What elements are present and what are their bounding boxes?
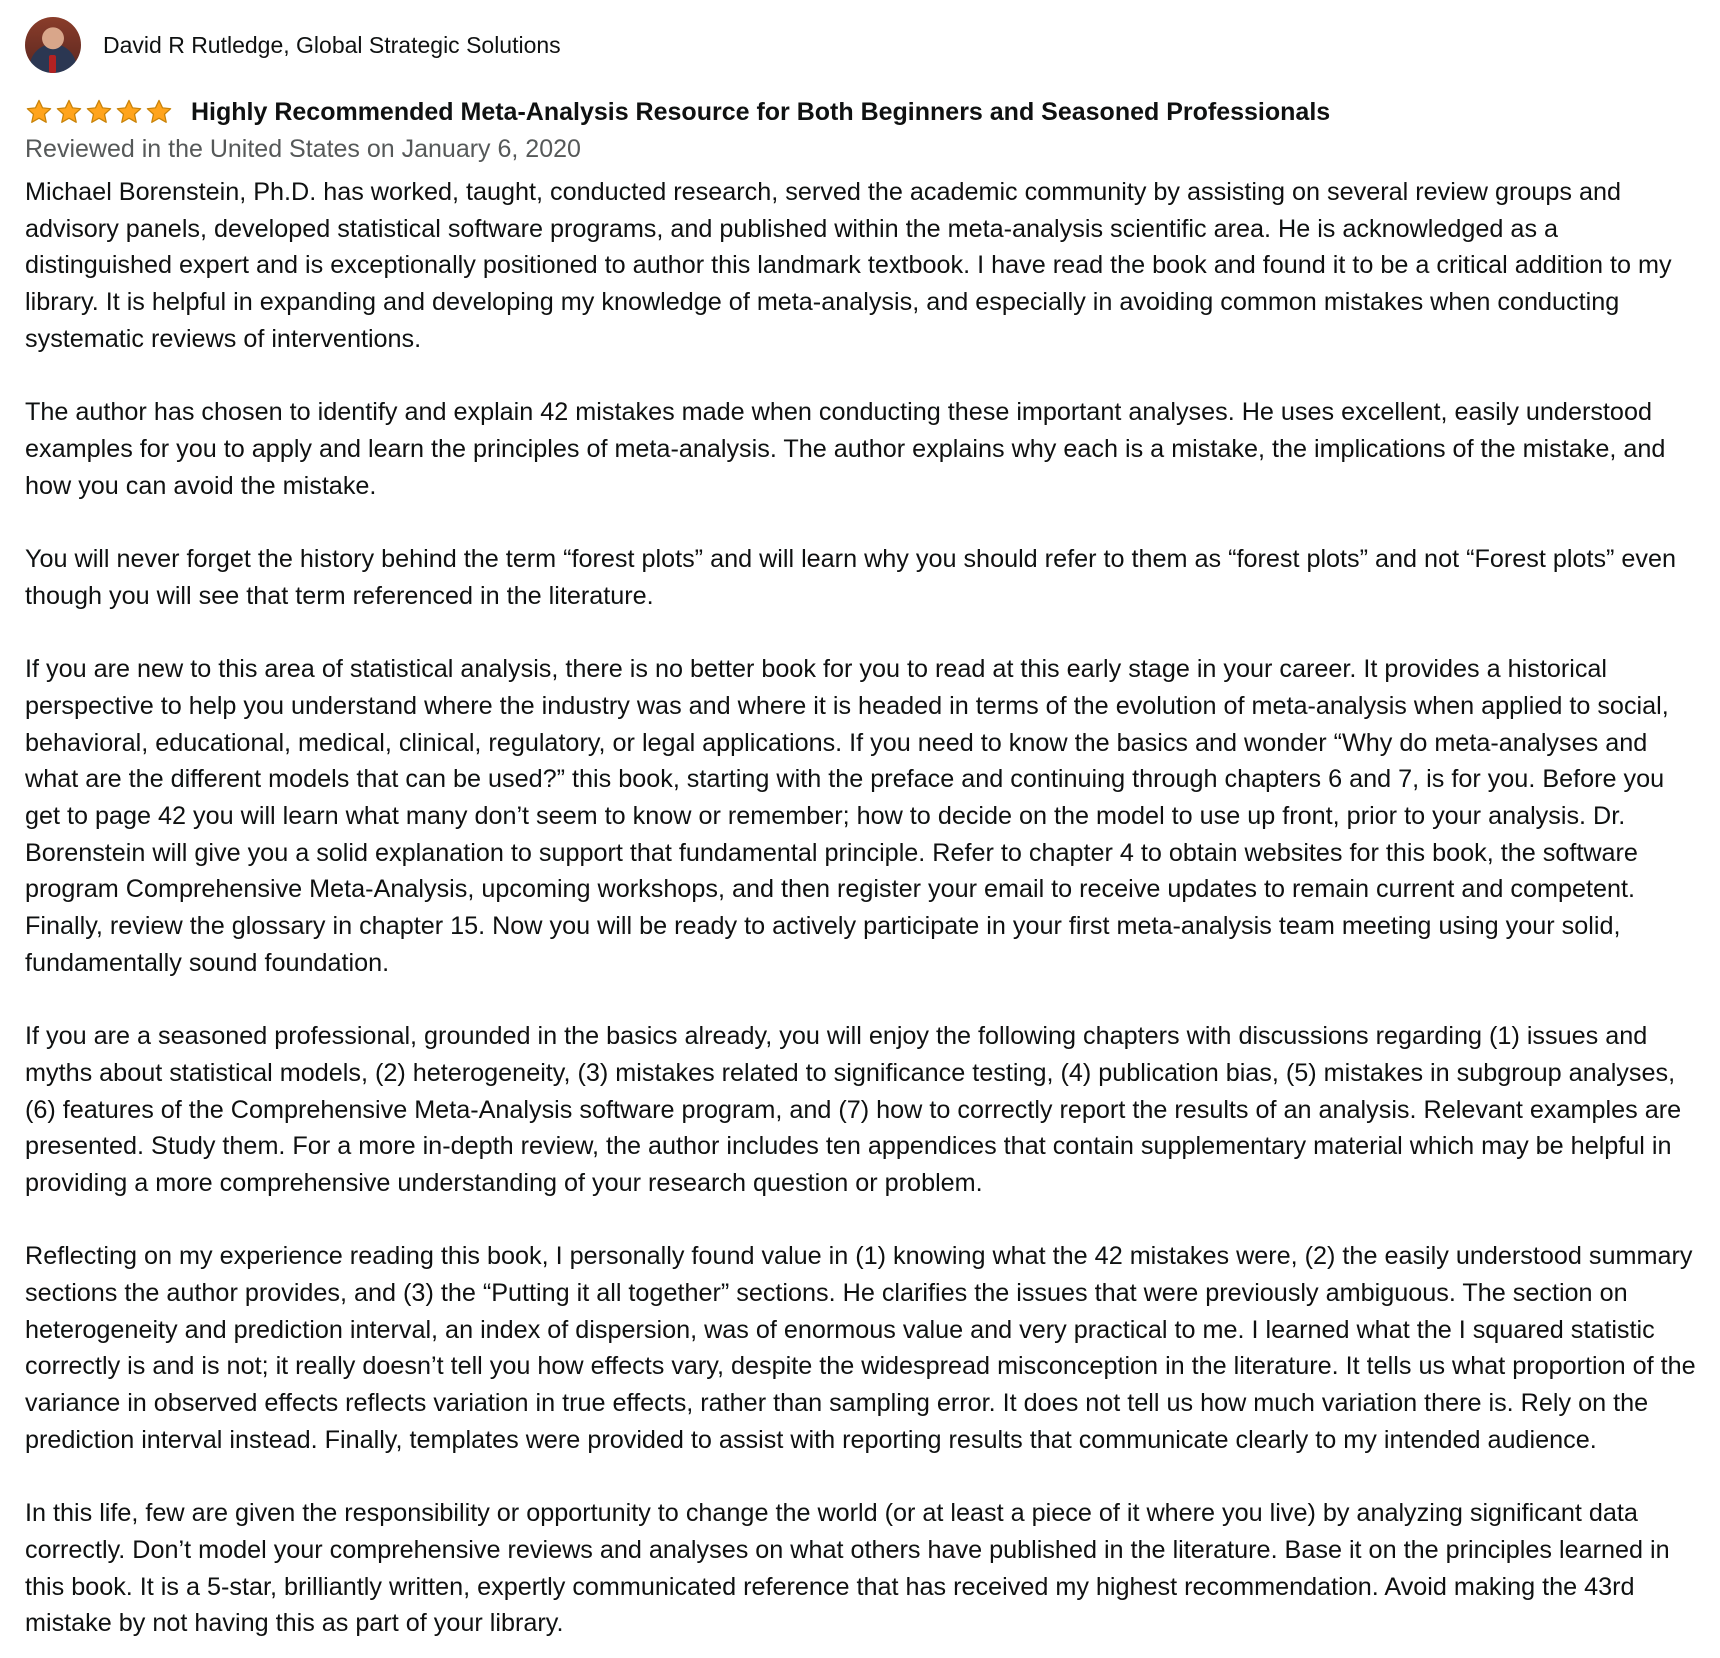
review-paragraph: Michael Borenstein, Ph.D. has worked, taught, conducted research, served the academic community by assisting on several review groups and advisory panels, developed statistical software programs, and published within the meta-analysis scientific area. He is acknowledged as a distinguished expert and is exceptionally positioned to author this landmark textbook. I have read the book and found it to be a critical addition to my library. It is helpful in expanding and developing my knowledge of meta-analysis, and especially in avoiding common mistakes when conducting systematic reviews of interventions. bbox=[25, 178, 1672, 353]
star-rating[interactable] bbox=[25, 99, 173, 125]
avatar[interactable] bbox=[25, 17, 81, 73]
star-icon bbox=[145, 99, 173, 125]
review-paragraph: You will never forget the history behind the term “forest plots” and will learn why you should refer to them as “forest plots” and not “Forest plots” even though you will see that term referenced in the literature. bbox=[25, 545, 1677, 610]
review-paragraph: Reflecting on my experience reading this book, I personally found value in (1) knowing what the 42 mistakes were, (2) the easily understood summary sections the author provides, and (3) the “Putting it all together” sections. He clarifies the issues that were previously ambiguous. The section on heterogeneity and prediction interval, an index of dispersion, was of enormous value and very practical to me. I learned what the I squared statistic correctly is and is not; it really doesn’t tell you how effects vary, despite the widespread misconception in the literature. It tells us what proportion of the variance in observed effects reflects variation in true effects, rather than sampling error. It does not tell us how much variation there is. Rely on the prediction interval instead. Finally, templates were provided to assist with reporting results that communicate clearly to my intended audience. bbox=[25, 1242, 1696, 1454]
review-header bbox=[25, 96, 1696, 128]
reviewer-name[interactable]: David R Rutledge, Global Strategic Solutions bbox=[103, 31, 561, 58]
star-icon bbox=[85, 99, 113, 125]
review-paragraph: If you are new to this area of statistical analysis, there is no better book for you to read at this early stage in your career. It provides a historical perspective to help you understand where the industry was and where it is headed in terms of the evolution of meta-analysis when applied to social, behavioral, educational, medical, clinical, regulatory, or legal applications. If you need to know the basics and wonder “Why do meta-analyses and what are the different models that can be used?” this book, starting with the preface and continuing through chapters 6 and 7, is for you. Before you get to page 42 you will learn what many don’t seem to know or remember; how to decide on the model to use up front, prior to your analysis. Dr. Borenstein will give you a solid explanation to support that fundamental principle. Refer to chapter 4 to obtain websites for this book, the software program Comprehensive Meta-Analysis, upcoming workshops, and then register your email to receive updates to remain current and competent. Finally, review the glossary in chapter 15. Now you will be ready to actively participate in your first meta-analysis team meeting using your solid, fundamentally sound foundation. bbox=[25, 655, 1669, 977]
star-icon bbox=[115, 99, 143, 125]
review-body bbox=[25, 174, 1700, 1642]
star-icon bbox=[25, 99, 53, 125]
reviewer-profile[interactable] bbox=[25, 14, 1696, 76]
star-icon bbox=[55, 99, 83, 125]
review-paragraph: The author has chosen to identify and explain 42 mistakes made when conducting these important analyses. He uses excellent, easily understood examples for you to apply and learn the principles of meta-analysis. The author explains why each is a mistake, the implications of the mistake, and how you can avoid the mistake. bbox=[25, 398, 1666, 500]
review-title[interactable]: Highly Recommended Meta-Analysis Resource for Both Beginners and Seasoned Professionals bbox=[191, 97, 1331, 126]
review-paragraph: In this life, few are given the responsibility or opportunity to change the world (or at least a piece of it where you live) by analyzing significant data correctly. Don’t model your comprehensive reviews and analyses on what others have published in the literature. Base it on the principles learned in this book. It is a 5-star, brilliantly written, expertly communicated reference that has received my highest recommendation. Avoid making the 43rd mistake by not having this as part of your library. bbox=[25, 1499, 1670, 1638]
review-date: Reviewed in the United States on January 6, 2020 bbox=[25, 135, 581, 163]
review-paragraph: If you are a seasoned professional, grounded in the basics already, you will enjoy the following chapters with discussions regarding (1) issues and myths about statistical models, (2) heterogeneity, (3) mistakes related to significance testing, (4) publication bias, (5) mistakes in subgroup analyses, (6) features of the Comprehensive Meta-Analysis software program, and (7) how to correctly report the results of an analysis. Relevant examples are presented. Study them. For a more in-depth review, the author includes ten appendices that contain supplementary material which may be helpful in providing a more comprehensive understanding of your research question or problem. bbox=[25, 1022, 1682, 1197]
